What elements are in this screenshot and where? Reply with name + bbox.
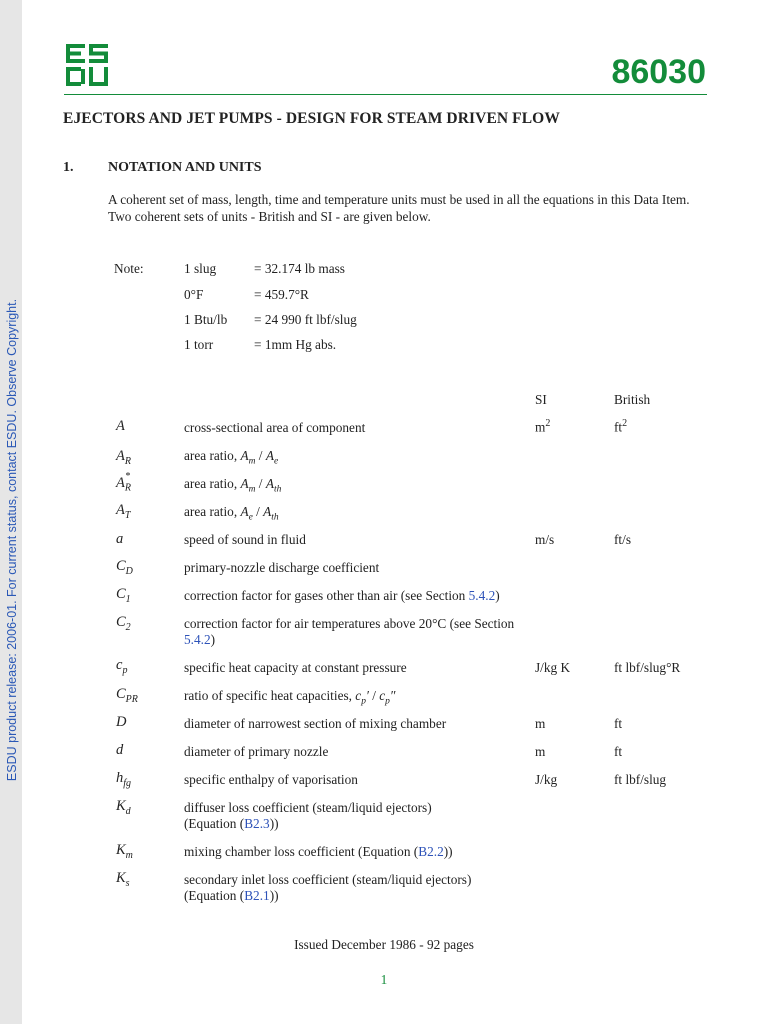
unit-si: m [535,744,546,759]
notation-symbol: a [116,531,124,547]
document-number: 86030 [611,53,706,91]
note-rhs: = 32.174 lb mass [254,261,345,276]
notation-symbol: A [116,418,125,434]
note-lhs: 0°F [184,287,204,302]
notation-description: diffuser loss coefficient (steam/liquid ejectors) (Equation (B2.3)) [184,800,432,831]
notation-symbol: $A_R$ [116,448,131,467]
notation-symbol: $K_d$ [116,798,131,817]
notation-symbol: $K_s$ [116,870,130,889]
notation-symbol: $C_{PR}$ [116,686,138,705]
unit-si: J/kg K [535,660,571,675]
section-link[interactable]: 5.4.2 [184,632,211,647]
unit-si: m/s [535,532,555,547]
header-rule [64,94,707,95]
notation-symbol: $C_2$ [116,614,131,633]
sidebar-strip [0,0,22,1024]
section-title: NOTATION AND UNITS [108,160,262,175]
notation-description: secondary inlet loss coefficient (steam/liquid ejectors) (Equation (B2.1)) [184,872,472,903]
note-lhs: 1 Btu/lb [184,312,228,327]
column-header-si: SI [535,392,547,407]
note-rhs: = 24 990 ft lbf/slug [254,312,357,327]
notation-description: diameter of narrowest section of mixing chamber [184,716,447,731]
notation-description: speed of sound in fluid [184,532,306,547]
notation-description: area ratio, $A_m / A_{th}$ [184,476,282,495]
note-lhs: 1 slug [184,261,217,276]
notation-description: correction factor for gases other than air (see Section 5.4.2) [184,588,500,603]
notation-description: primary-nozzle discharge coefficient [184,560,380,575]
column-header-british: British [614,392,651,407]
unit-british: ft lbf/slug°R [614,660,681,675]
notation-description: mixing chamber loss coefficient (Equation (B2.2)) [184,844,453,859]
notation-symbol: $c_p$ [116,657,128,676]
document-title: EJECTORS AND JET PUMPS - DESIGN FOR STEAM DRIVEN FLOW [63,110,560,127]
unit-si: $m^2$ [535,418,551,435]
equation-link[interactable]: B2.2 [418,844,444,859]
notation-symbol: $K_m$ [116,842,133,861]
equation-link[interactable]: B2.3 [244,816,270,831]
notation-description: area ratio, $A_e / A_{th}$ [184,504,279,523]
notation-description: area ratio, $A_m / A_e$ [184,448,279,467]
unit-british: $ft^2$ [614,418,628,435]
unit-si: m [535,716,546,731]
copyright-notice: ESDU product release: 2006-01. For current status, contact ESDU. Observe Copyright. [5,298,19,782]
notation-symbol: $C_D$ [116,558,133,577]
notation-symbol: d [116,742,124,758]
notation-description: ratio of specific heat capacities, $c_p' / c_p''$ [184,688,396,707]
note-rhs: = 1mm Hg abs. [254,337,337,352]
notation-symbol: $h_{fg}$ [116,770,132,789]
notation-symbol: $A_R^*$ [116,471,131,494]
unit-british: ft/s [614,532,631,547]
section-number: 1. [63,160,74,175]
equation-link[interactable]: B2.1 [244,888,270,903]
note-lhs: 1 torr [184,337,214,352]
esdu-logo [66,44,108,86]
notation-description: specific enthalpy of vaporisation [184,772,358,787]
notation-symbol: D [116,714,127,730]
notation-symbol: $C_1$ [116,586,131,605]
notation-description: cross-sectional area of component [184,420,366,435]
intro-paragraph: A coherent set of mass, length, time and temperature units must be used in all the equations in this Data Item. Two coherent sets of units - British and SI - are given below. [108,192,690,224]
section-link[interactable]: 5.4.2 [468,588,496,603]
unit-british: ft lbf/slug [614,772,667,787]
unit-si: J/kg [535,772,558,787]
note-rhs: = 459.7°R [254,287,309,302]
issue-note: Issued December 1986 - 92 pages [294,937,474,952]
notation-description: diameter of primary nozzle [184,744,329,759]
notation-description: specific heat capacity at constant pressure [184,660,407,675]
unit-british: ft [614,744,623,759]
unit-british: ft [614,716,623,731]
notation-symbol: $A_T$ [116,502,131,521]
note-label: Note: [114,261,144,276]
page-number: 1 [380,972,388,987]
notation-description: correction factor for air temperatures above 20°C (see Section 5.4.2) [184,616,515,647]
